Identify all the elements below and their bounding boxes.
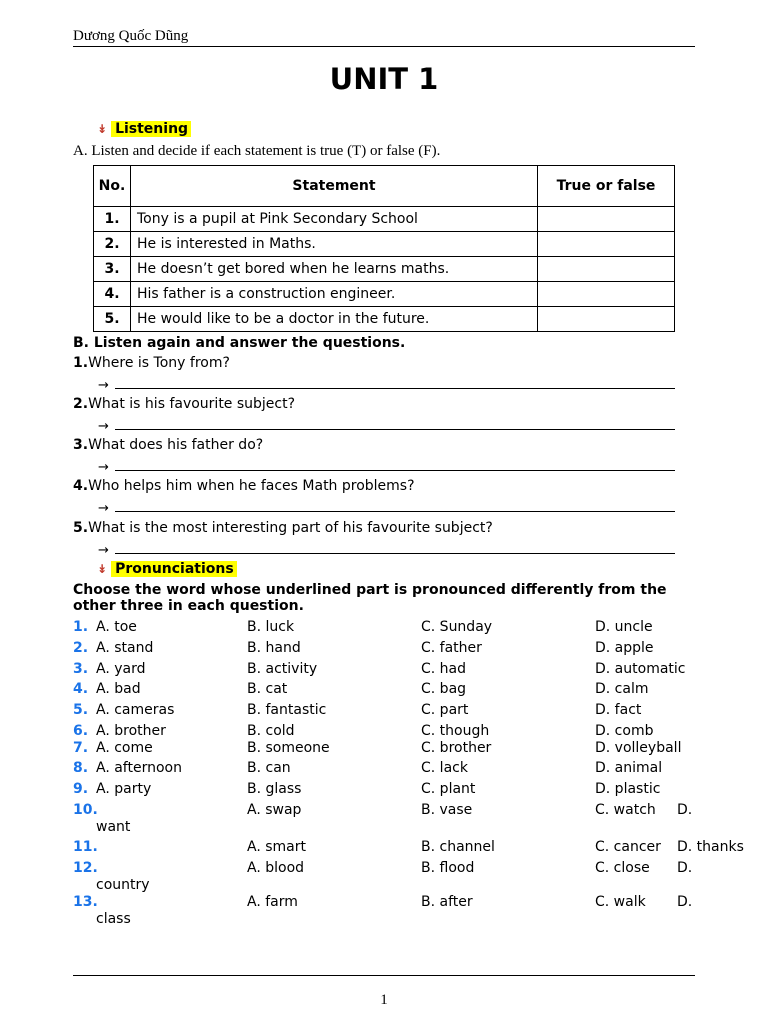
pronunciation-item xyxy=(73,781,763,799)
answer-arrow: → xyxy=(98,460,109,475)
option-c: C. though xyxy=(421,723,490,739)
row-number: 2. xyxy=(94,232,131,257)
option-d-word: class xyxy=(96,911,131,927)
item-number: 5. xyxy=(73,702,89,718)
option-c: C. father xyxy=(421,640,482,656)
option-a: A. party xyxy=(96,781,152,797)
option-a: A. brother xyxy=(96,723,166,739)
option-b: B. cat xyxy=(247,681,288,697)
option-d: D. animal xyxy=(595,760,663,776)
listening-heading xyxy=(97,121,191,137)
pronunciation-item xyxy=(73,802,763,820)
question-5 xyxy=(73,520,493,536)
pronunciation-heading-label: Pronunciations xyxy=(111,561,237,577)
page-title: UNIT 1 xyxy=(329,62,439,96)
option-a: A. stand xyxy=(96,640,154,656)
question-3 xyxy=(73,437,263,453)
part-b-heading: B. Listen again and answer the questions. xyxy=(73,335,406,351)
header-rule xyxy=(73,46,695,47)
option-a: A. blood xyxy=(247,860,305,876)
option-d-letter: D. xyxy=(677,894,693,910)
item-number: 1. xyxy=(73,619,89,635)
option-c: C. had xyxy=(421,661,467,677)
row-number: 4. xyxy=(94,282,131,307)
listening-heading-label: Listening xyxy=(111,121,191,137)
question-text: What is his favourite subject? xyxy=(88,396,296,412)
item-number: 4. xyxy=(73,681,89,697)
option-b: B. flood xyxy=(421,860,475,876)
footer-rule xyxy=(73,975,695,976)
option-c: C. part xyxy=(421,702,469,718)
option-c: C. watch xyxy=(595,802,656,818)
option-b: B. fantastic xyxy=(247,702,327,718)
down-arrow-bullet-icon: ↡ xyxy=(97,562,108,576)
question-number: 1. xyxy=(73,355,89,371)
table-row xyxy=(94,257,675,282)
question-number: 4. xyxy=(73,478,89,494)
option-a: A. smart xyxy=(247,839,306,855)
answer-blank[interactable] xyxy=(115,419,675,430)
answer-line-2[interactable] xyxy=(98,419,678,434)
option-a: A. toe xyxy=(96,619,137,635)
row-statement: Tony is a pupil at Pink Secondary School xyxy=(131,207,538,232)
option-d-letter: D. xyxy=(677,802,693,818)
listening-instruction: A. Listen and decide if each statement is true (T) or false (F). xyxy=(73,143,441,159)
pronunciation-item xyxy=(73,661,763,679)
true-false-table xyxy=(93,165,675,332)
option-c: C. bag xyxy=(421,681,467,697)
row-statement: He doesn’t get bored when he learns maths. xyxy=(131,257,538,282)
answer-blank[interactable] xyxy=(115,543,675,554)
row-number: 5. xyxy=(94,307,131,332)
option-c: C. cancer xyxy=(595,839,661,855)
question-text: Where is Tony from? xyxy=(88,355,230,371)
item-number: 2. xyxy=(73,640,89,656)
option-d: D. automatic xyxy=(595,661,686,677)
option-a: A. farm xyxy=(247,894,298,910)
table-row xyxy=(94,282,675,307)
option-b: B. after xyxy=(421,894,473,910)
option-a: A. afternoon xyxy=(96,760,182,776)
pronunciation-instruction: Choose the word whose underlined part is pronounced differently from the other three in each question. xyxy=(73,582,667,614)
table-row xyxy=(94,232,675,257)
option-a: A. yard xyxy=(96,661,146,677)
answer-line-1[interactable] xyxy=(98,378,678,393)
question-number: 2. xyxy=(73,396,89,412)
row-answer-cell[interactable] xyxy=(538,207,675,232)
pronunciation-heading xyxy=(97,561,237,577)
row-statement: He is interested in Maths. xyxy=(131,232,538,257)
option-d: D. thanks xyxy=(677,839,744,855)
option-b: B. cold xyxy=(247,723,295,739)
table-row xyxy=(94,207,675,232)
question-text: What does his father do? xyxy=(88,437,264,453)
pronunciation-item xyxy=(73,681,763,699)
option-b: B. vase xyxy=(421,802,473,818)
option-c: C. walk xyxy=(595,894,646,910)
option-c: C. plant xyxy=(421,781,476,797)
pronunciation-item xyxy=(73,723,763,741)
row-number: 3. xyxy=(94,257,131,282)
item-number: 7. xyxy=(73,740,89,756)
option-b: B. channel xyxy=(421,839,495,855)
pronunciation-item xyxy=(73,740,763,758)
question-1 xyxy=(73,355,230,371)
option-c: C. Sunday xyxy=(421,619,493,635)
answer-line-5[interactable] xyxy=(98,543,678,558)
table-row xyxy=(94,307,675,332)
option-d-letter: D. xyxy=(677,860,693,876)
option-d: D. uncle xyxy=(595,619,653,635)
row-statement: His father is a construction engineer. xyxy=(131,282,538,307)
item-number: 12. xyxy=(73,860,98,876)
item-number: 8. xyxy=(73,760,89,776)
question-text: What is the most interesting part of his favourite subject? xyxy=(88,520,493,536)
row-number: 1. xyxy=(94,207,131,232)
row-answer-cell[interactable] xyxy=(538,257,675,282)
item-number: 6. xyxy=(73,723,89,739)
option-d: D. apple xyxy=(595,640,654,656)
table-header-row xyxy=(94,166,675,207)
down-arrow-bullet-icon: ↡ xyxy=(97,122,108,136)
item-number: 10. xyxy=(73,802,98,818)
option-d: D. volleyball xyxy=(595,740,682,756)
option-d-word: want xyxy=(96,819,131,835)
item-number: 9. xyxy=(73,781,89,797)
row-answer-cell[interactable] xyxy=(538,282,675,307)
option-d: D. comb xyxy=(595,723,654,739)
option-c: C. brother xyxy=(421,740,492,756)
item-number: 13. xyxy=(73,894,98,910)
option-a: A. bad xyxy=(96,681,141,697)
header-author: Dương Quốc Dũng xyxy=(73,28,189,44)
option-c: C. close xyxy=(595,860,650,876)
row-statement: He would like to be a doctor in the future. xyxy=(131,307,538,332)
option-a: A. cameras xyxy=(96,702,175,718)
table-header-statement: Statement xyxy=(131,166,538,207)
option-b: B. someone xyxy=(247,740,330,756)
answer-blank[interactable] xyxy=(115,378,675,389)
table-header-true-false: True or false xyxy=(538,166,675,207)
pronunciation-item xyxy=(73,619,763,637)
option-d-word: country xyxy=(96,877,150,893)
question-4 xyxy=(73,478,415,494)
answer-arrow: → xyxy=(98,501,109,516)
pronunciation-item xyxy=(73,860,763,878)
row-answer-cell[interactable] xyxy=(538,232,675,257)
question-number: 5. xyxy=(73,520,89,536)
answer-blank[interactable] xyxy=(115,501,675,512)
question-2 xyxy=(73,396,295,412)
option-a: A. swap xyxy=(247,802,302,818)
option-b: B. hand xyxy=(247,640,301,656)
option-b: B. can xyxy=(247,760,291,776)
option-d: D. plastic xyxy=(595,781,661,797)
option-a: A. come xyxy=(96,740,153,756)
page-number: 1 xyxy=(380,992,388,1008)
option-b: B. activity xyxy=(247,661,318,677)
option-b: B. luck xyxy=(247,619,295,635)
answer-arrow: → xyxy=(98,419,109,434)
answer-arrow: → xyxy=(98,378,109,393)
pronunciation-item xyxy=(73,894,763,912)
answer-blank[interactable] xyxy=(115,460,675,471)
option-b: B. glass xyxy=(247,781,302,797)
option-d: D. calm xyxy=(595,681,649,697)
table-header-no: No. xyxy=(94,166,131,207)
pronunciation-item xyxy=(73,839,763,857)
option-d: D. fact xyxy=(595,702,642,718)
option-c: C. lack xyxy=(421,760,468,776)
pronunciation-item xyxy=(73,760,763,778)
item-number: 11. xyxy=(73,839,98,855)
question-number: 3. xyxy=(73,437,89,453)
item-number: 3. xyxy=(73,661,89,677)
pronunciation-item xyxy=(73,702,763,720)
question-text: Who helps him when he faces Math problems? xyxy=(88,478,415,494)
answer-line-3[interactable] xyxy=(98,460,678,475)
answer-line-4[interactable] xyxy=(98,501,678,516)
row-answer-cell[interactable] xyxy=(538,307,675,332)
pronunciation-item xyxy=(73,640,763,658)
answer-arrow: → xyxy=(98,543,109,558)
